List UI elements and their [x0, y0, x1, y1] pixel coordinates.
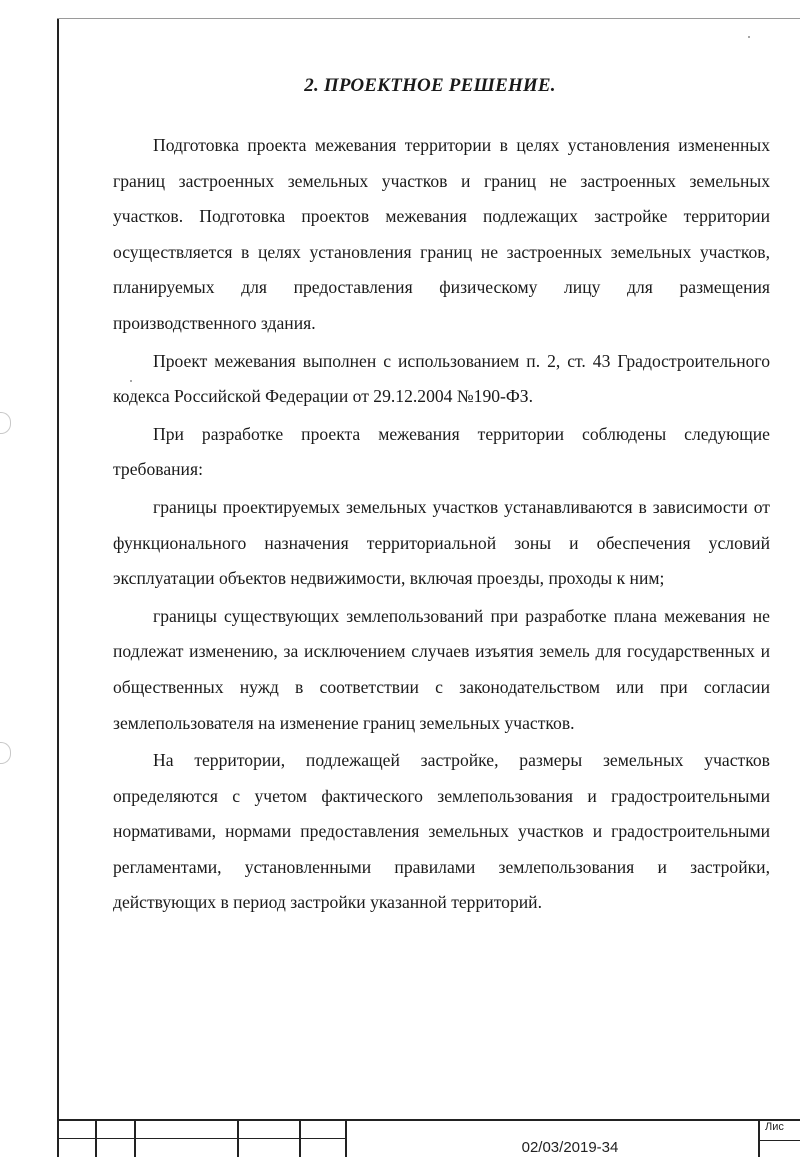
stamp-cell-divider [345, 1119, 347, 1157]
frame-top-border [57, 18, 800, 19]
stamp-cell-divider [134, 1119, 136, 1157]
scan-speck [748, 36, 750, 38]
document-body [113, 128, 770, 921]
paragraph-requirement-1: границы проектируемых земельных участков устанавливаются в зависимости от функционального назначения территориальной зоны и обеспечения условий эксплуатации объектов недвижимости, включая проезды, проходы к ним; [113, 496, 770, 589]
sheet-label: Лис [765, 1121, 784, 1133]
paragraph-legal-basis: Проект межевания выполнен с использованием п. 2, ст. 43 Градостроительного кодекса Российской Федерации от 29.12.2004 №190-ФЗ. [113, 350, 770, 407]
paragraph-requirements-intro: При разработке проекта межевания территории соблюдены следующие требования: [113, 423, 770, 480]
stamp-cell-divider [299, 1119, 301, 1157]
document-code: 02/03/2019-34 [521, 1139, 619, 1156]
stamp-row-divider [57, 1138, 347, 1139]
punch-hole-bottom [0, 742, 11, 764]
stamp-sheet-divider [758, 1119, 760, 1157]
frame-bottom-border [57, 1119, 800, 1121]
paragraph-requirement-2: границы существующих землепользований при разработке плана межевания не подлежат изменению, за исключением случаев изъятия земель для государственных и общественных нужд в соответствии с законодательством или при согласии землепользователя на изменение границ земельных участков. [113, 605, 770, 733]
paragraph-plot-sizes: На территории, подлежащей застройке, размеры земельных участков определяются с учетом фактического землепользования и градостроительными нормативами, нормами предоставления земельных участков и градостроительными регламентами, установленными правилами землепользования и застройки, действующих в период застройки указанной территорий. [113, 750, 770, 913]
punch-hole-top [0, 412, 11, 434]
section-title: 2. ПРОЕКТНОЕ РЕШЕНИЕ. [304, 74, 556, 96]
stamp-cell-divider [95, 1119, 97, 1157]
stamp-sheet-row-divider [758, 1140, 800, 1141]
paragraph-purpose: Подготовка проекта межевания территории в целях установления измененных границ застроенных земельных участков и границ не застроенных земельных участков. Подготовка проектов межевания подлежащих застройке территории осуществляется в целях установления границ не застроенных земельных участков, планируемых для предоставления физическому лицу для размещения производственного здания. [113, 135, 770, 333]
stamp-cell-divider [237, 1119, 239, 1157]
frame-left-border [57, 18, 59, 1157]
